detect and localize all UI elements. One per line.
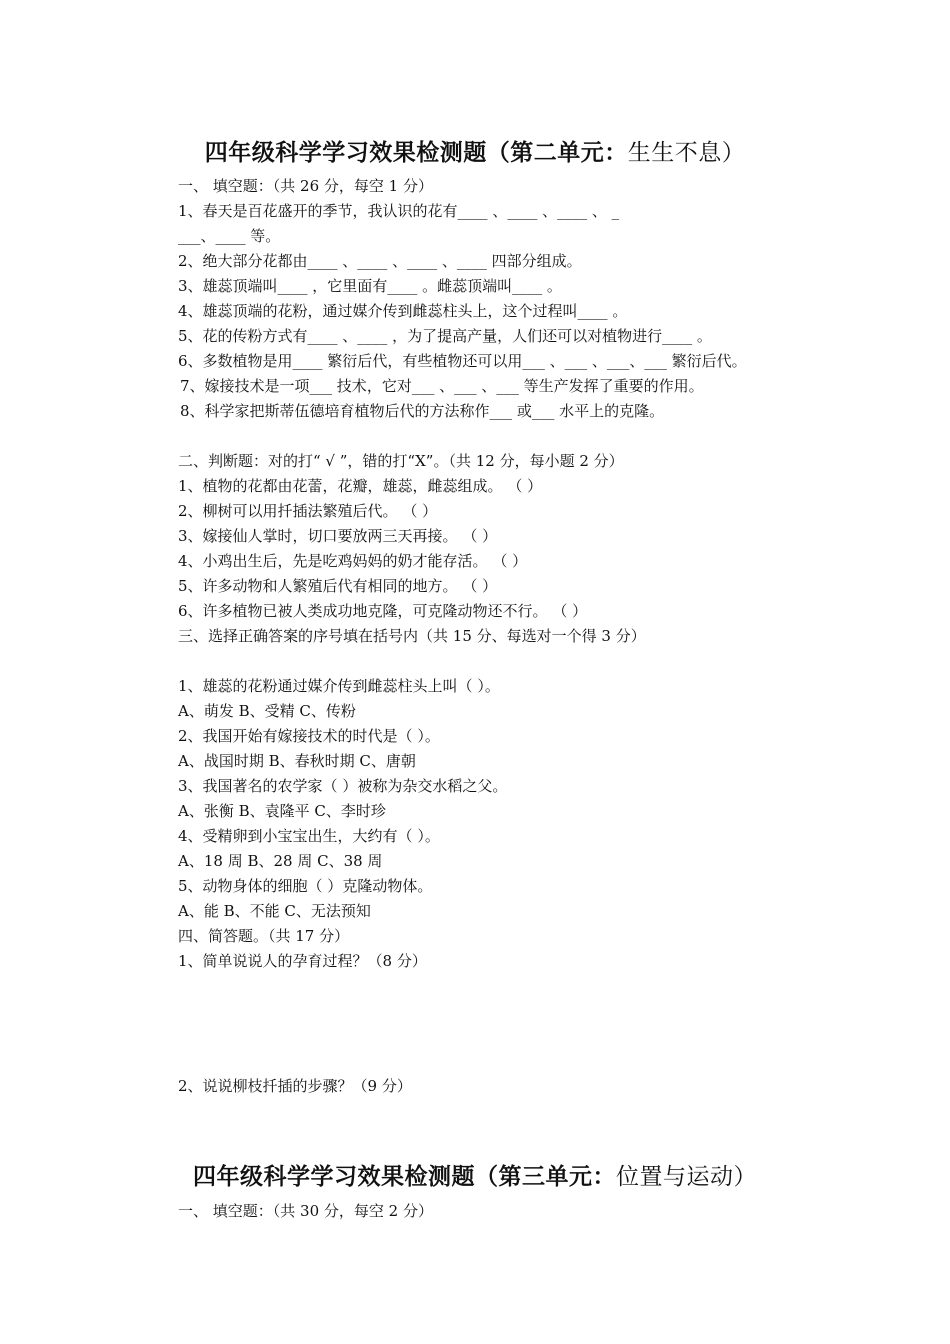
fill-question-1b: ___、____ 等。 — [178, 227, 281, 245]
choice-options-2: A、战国时期 B、春秋时期 C、唐朝 — [178, 752, 416, 770]
choice-options-1: A、萌发 B、受精 C、传粉 — [178, 702, 356, 720]
fill-question-1a: 1、春天是百花盛开的季节，我认识的花有____ 、____ 、____ 、 _ — [178, 202, 620, 220]
choice-options-4: A、18 周 B、28 周 C、38 周 — [178, 852, 383, 870]
choice-question-2: 2、我国开始有嫁接技术的时代是（ ）。 — [178, 727, 440, 745]
choice-question-3: 3、我国著名的农学家（ ）被称为杂交水稻之父。 — [178, 777, 508, 795]
section-judge-heading: 二、判断题：对的打“ √ ”，错的打“X”。（共 12 分，每小题 2 分） — [178, 452, 624, 470]
choice-question-4: 4、受精卵到小宝宝出生，大约有（ ）。 — [178, 827, 440, 845]
title-bold: 四年级科学学习效果检测题（第三单元： — [193, 1163, 616, 1190]
choice-options-5: A、能 B、不能 C、无法预知 — [178, 902, 371, 920]
title-rest: 生生不息） — [627, 140, 746, 166]
fill-question-7: 7、嫁接技术是一项___ 技术，它对___ 、___ 、___ 等生产发挥了重要的作用。 — [180, 377, 704, 395]
title-rest: 位置与运动） — [616, 1164, 757, 1190]
choice-question-5: 5、动物身体的细胞（ ）克隆动物体。 — [178, 877, 433, 895]
fill-question-6: 6、多数植物是用____ 繁衍后代，有些植物还可以用___ 、___ 、___、___ 繁衍后代。 — [178, 352, 747, 370]
judge-question-5: 5、许多动物和人繁殖后代有相同的地方。 （ ） — [178, 577, 498, 595]
section-fill-heading-unit3: 一、 填空题：（共 30 分，每空 2 分） — [178, 1202, 433, 1220]
page-title-unit3 — [0, 1158, 950, 1191]
short-answer-question-2: 2、说说柳枝扦插的步骤？（9 分） — [178, 1077, 412, 1095]
fill-question-5: 5、花的传粉方式有____ 、____ ，为了提高产量，人们还可以对植物进行____ 。 — [178, 327, 712, 345]
fill-question-2: 2、绝大部分花都由____ 、____ 、____ 、____ 四部分组成。 — [178, 252, 582, 270]
choice-options-3: A、张衡 B、袁隆平 C、李时珍 — [178, 802, 386, 820]
fill-question-3: 3、雄蕊顶端叫____ ，它里面有____ 。雌蕊顶端叫____ 。 — [178, 277, 562, 295]
short-answer-question-1: 1、简单说说人的孕育过程？（8 分） — [178, 952, 427, 970]
judge-question-1: 1、植物的花都由花蕾，花瓣，雄蕊，雌蕊组成。 （ ） — [178, 477, 543, 495]
fill-question-4: 4、雄蕊顶端的花粉，通过媒介传到雌蕊柱头上，这个过程叫____ 。 — [178, 302, 628, 320]
section-choice-heading: 三、选择正确答案的序号填在括号内（共 15 分、每选对一个得 3 分） — [178, 627, 646, 645]
judge-question-6: 6、许多植物已被人类成功地克隆，可克隆动物还不行。 （ ） — [178, 602, 588, 620]
section-fill-heading: 一、 填空题：（共 26 分，每空 1 分） — [178, 177, 433, 195]
judge-question-4: 4、小鸡出生后，先是吃鸡妈妈的奶才能存活。 （ ） — [178, 552, 528, 570]
page-title-unit2 — [0, 134, 950, 167]
judge-question-2: 2、柳树可以用扦插法繁殖后代。 （ ） — [178, 502, 438, 520]
judge-question-3: 3、嫁接仙人掌时，切口要放两三天再接。 （ ） — [178, 527, 498, 545]
choice-question-1: 1、雄蕊的花粉通过媒介传到雌蕊柱头上叫（ ）。 — [178, 677, 500, 695]
title-bold: 四年级科学学习效果检测题（第二单元： — [204, 139, 628, 166]
section-short-answer-heading: 四、简答题。（共 17 分） — [178, 927, 350, 945]
fill-question-8: 8、科学家把斯蒂伍德培育植物后代的方法称作___ 或___ 水平上的克隆。 — [180, 402, 665, 420]
